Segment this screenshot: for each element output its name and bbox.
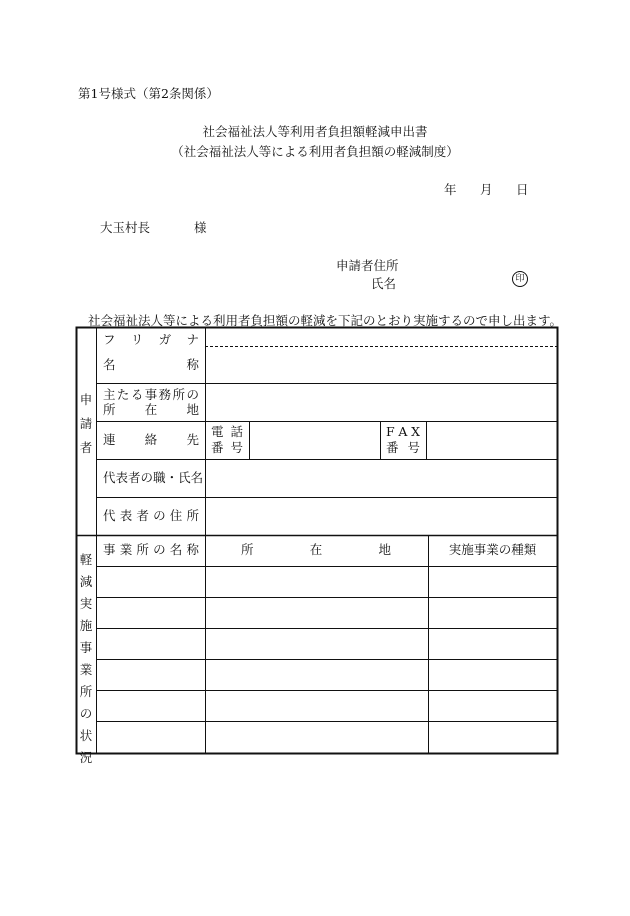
- date-month-label: 月: [480, 182, 493, 197]
- form-number: 第1号様式（第2条関係）: [78, 86, 219, 101]
- form-subtitle: （社会福祉法人等による利用者負担額の軽減制度）: [171, 144, 459, 159]
- seal-mark: 印: [512, 271, 528, 287]
- office-label-line1: 主 た る 事 務 所 の: [103, 387, 199, 402]
- furigana-label: フ リ ガ ナ: [103, 332, 199, 347]
- rep-address-label: 代 表 者 の 住 所: [103, 508, 199, 523]
- service-type-header: 実施事業の種類: [448, 542, 537, 557]
- location-header: 所 在 地: [241, 542, 391, 557]
- rep-address-field[interactable]: [207, 499, 556, 534]
- tel-label-line1: 電 話: [211, 424, 243, 439]
- name-field[interactable]: [207, 348, 556, 382]
- form-title: 社会福祉法人等利用者負担額軽減申出書: [202, 124, 428, 139]
- status-table-rows[interactable]: [97, 567, 557, 753]
- rep-title-field[interactable]: [207, 461, 556, 496]
- applicant-address-label: 申請者住所: [336, 258, 399, 273]
- tel-field[interactable]: [251, 423, 379, 458]
- rep-title-label: 代 表 者 の 職 ・ 氏 名: [103, 470, 204, 485]
- addressee: 大玉村長: [100, 220, 151, 235]
- office-address-field[interactable]: [207, 385, 556, 420]
- fax-label-line2: 番 号: [386, 440, 420, 455]
- section-status-label: 軽 減 実 施 事 業 所 の 状 況: [79, 552, 93, 765]
- date-day-label: 日: [516, 182, 529, 197]
- date-year-label: 年: [444, 182, 457, 197]
- applicant-name-label: 氏名: [371, 276, 397, 291]
- addressee-suffix: 様: [194, 220, 207, 235]
- contact-label: 連 絡 先: [103, 432, 199, 447]
- intro-text: 社会福祉法人等による利用者負担額の軽減を下記のとおり実施するので申し出ます。: [88, 313, 563, 328]
- office-name-header: 事 業 所 の 名 称: [103, 542, 199, 557]
- section-applicant-label: 申 請 者: [79, 392, 93, 455]
- name-label: 名 称: [103, 357, 199, 372]
- furigana-field[interactable]: [207, 329, 556, 345]
- office-label-line2: 所 在 地: [103, 402, 199, 417]
- tel-label-line2: 番 号: [211, 440, 243, 455]
- fax-label-line1: F A X: [386, 424, 420, 439]
- fax-field[interactable]: [428, 423, 556, 458]
